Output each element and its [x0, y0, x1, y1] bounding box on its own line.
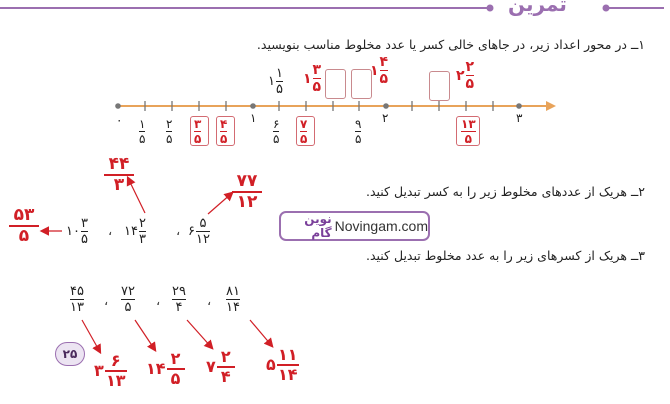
q3-comma-1: ، [104, 294, 109, 309]
axis-answer-4-5: ۴ ۵ [220, 117, 228, 146]
axis-label-one: ۱ [250, 111, 257, 125]
q3-answer-1: ۳ ۶ ۱۳ [94, 351, 126, 390]
q2-item-1: ۱۰ ۳ ۵ [66, 216, 88, 247]
watermark-latin: Novingam.com [334, 218, 428, 234]
axis-label-zero: ۰ [116, 113, 123, 127]
q3-fraction-4: ۸۱ ۱۴ [226, 284, 240, 315]
q3-answer-3: ۷ ۲ ۴ [206, 349, 235, 385]
q3-fraction-2: ۷۲ ۵ [121, 284, 135, 315]
page-title: تمرین [508, 0, 567, 16]
q2-item-2: ۱۴ ۲ ۳ [124, 216, 146, 247]
above-label-1-1-5: ۱ ۱ ۵ [268, 66, 283, 97]
axis-answer-13-5: ۱۳ ۵ [461, 117, 476, 146]
axis-label-two: ۲ [382, 111, 389, 125]
axis-label-2-5: ۲ ۵ [166, 117, 173, 146]
axis-label-6-5: ۶ ۵ [273, 117, 280, 146]
axis-answer-3-5: ۳ ۵ [194, 117, 202, 146]
q3-answer-2: ۱۴ ۲ ۵ [146, 351, 185, 387]
answer-above-1-4-5: ۱ ۴ ۵ [370, 54, 389, 87]
q2-answer-1: ۵۳ ۵ [8, 207, 39, 245]
q3-answer-4: ۵ ۱۱ ۱۴ [266, 345, 298, 384]
page-number: ۲۵ [62, 347, 78, 361]
q3-comma-3: ، [207, 294, 212, 309]
q2-comma-2: ، [176, 224, 181, 239]
q2-comma-1: ، [108, 224, 113, 239]
axis-label-9-5: ۹ ۵ [355, 117, 362, 146]
axis-answer-7-5: ۷ ۵ [300, 117, 308, 146]
question-3-text: ۳ــ هریک از کسرهای زیر را به عدد مخلوط تبدیل کنید. [365, 248, 645, 263]
axis-label-three: ۳ [516, 111, 523, 125]
answer-above-1-3-5: ۱ ۳ ۵ [303, 62, 322, 95]
q3-comma-2: ، [156, 294, 161, 309]
q3-fraction-3: ۲۹ ۴ [172, 284, 186, 315]
page-number-badge [55, 342, 85, 366]
question-1-text: ۱ــ در محور اعداد زیر، در جاهای خالی کسر یا عدد مخلوط مناسب بنویسید. [256, 37, 645, 52]
q2-answer-3: ۷۷ ۱۲ [231, 173, 262, 211]
answer-above-2-2-5: ۲ ۲ ۵ [456, 59, 475, 92]
question-2-text: ۲ــ هریک از عددهای مخلوط زیر را به کسر تبدیل کنید. [365, 184, 645, 199]
axis-label-1-5: ۱ ۵ [139, 117, 146, 146]
q2-answer-2: ۴۴ ۳ [103, 156, 134, 194]
q3-fraction-1: ۴۵ ۱۳ [70, 284, 84, 315]
q2-item-3: ۶ ۵ ۱۲ [188, 216, 210, 247]
watermark-persian: نوین گام [304, 212, 332, 240]
